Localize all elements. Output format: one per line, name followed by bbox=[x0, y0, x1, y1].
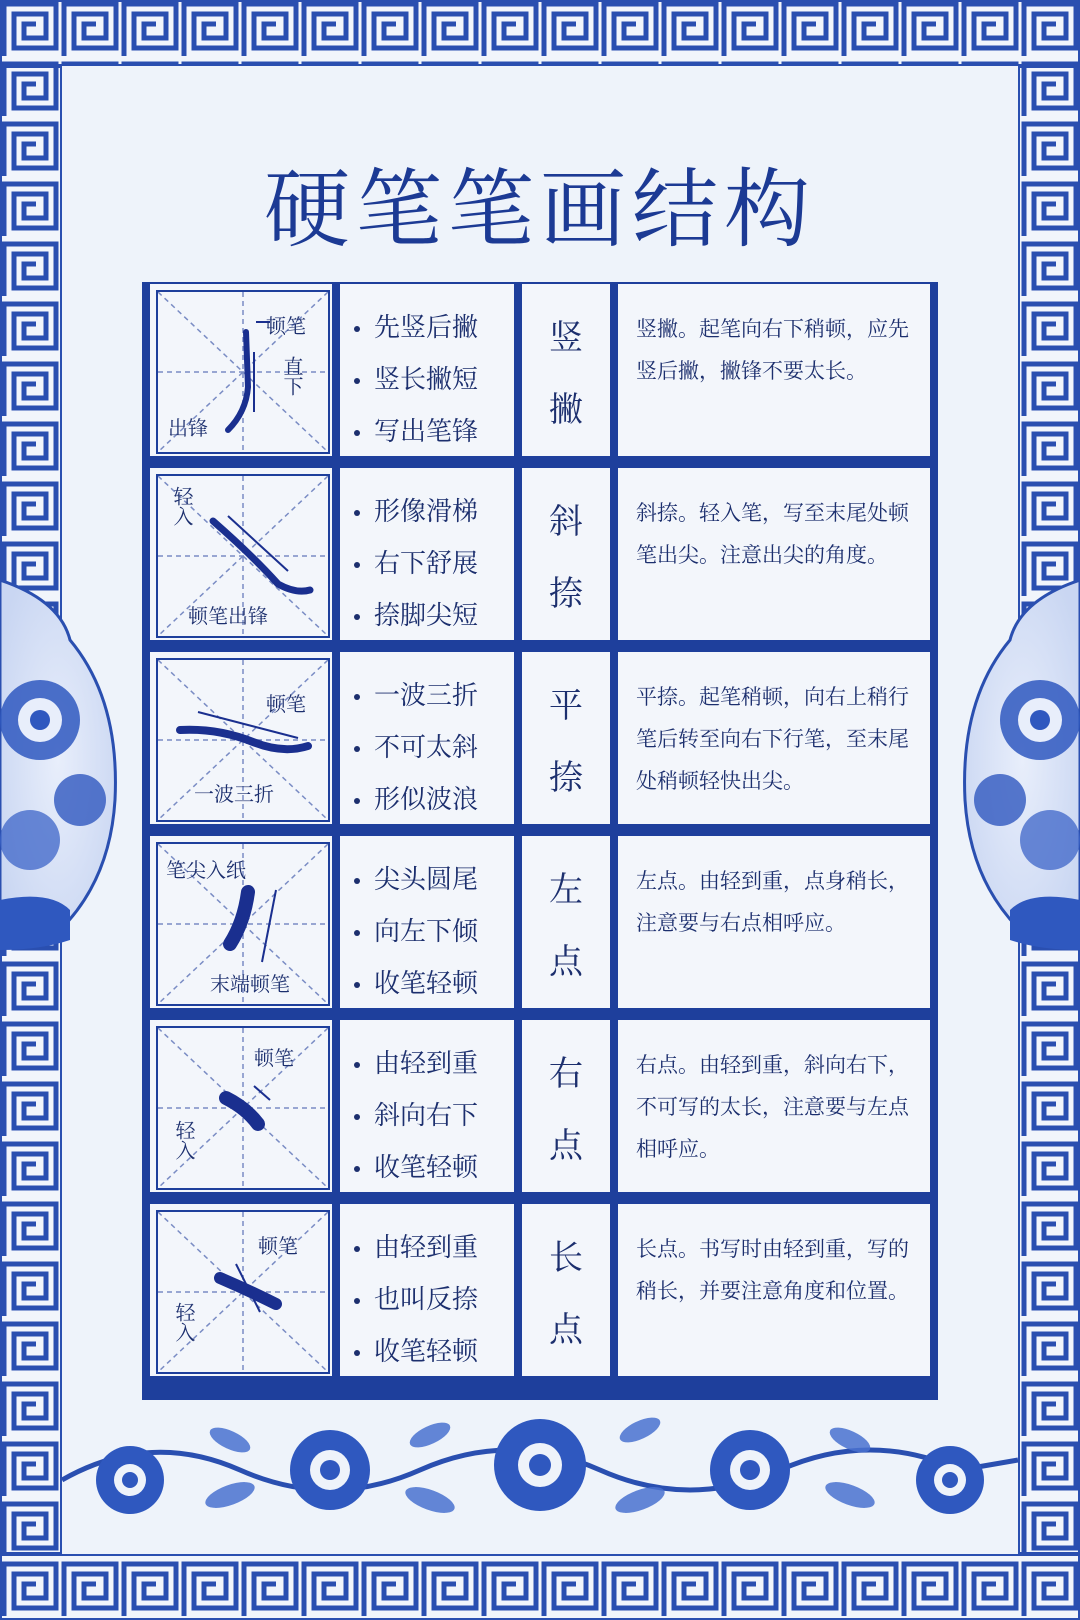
stroke-diagram bbox=[156, 658, 330, 822]
tip-text: 收笔轻顿 bbox=[374, 1337, 479, 1367]
tip-item bbox=[354, 354, 514, 406]
stroke-diagram-cell bbox=[148, 1202, 334, 1378]
stroke-annotation-label: 轻入 bbox=[172, 1302, 196, 1342]
bottom-border bbox=[0, 1554, 1080, 1620]
tip-text: 由轻到重 bbox=[374, 1049, 479, 1079]
table-row bbox=[148, 834, 932, 1014]
tip-text: 右下舒展 bbox=[374, 549, 479, 579]
stroke-description: 长点。书写时由轻到重，写的稍长，并要注意角度和位置。 bbox=[636, 1237, 909, 1303]
tips-list bbox=[340, 284, 514, 458]
tips-cell bbox=[338, 1202, 516, 1378]
bullet-dot-icon bbox=[354, 930, 360, 936]
tips-cell bbox=[338, 466, 516, 642]
bullet-dot-icon bbox=[354, 746, 360, 752]
stroke-name bbox=[522, 468, 610, 640]
tip-text: 先竖后撇 bbox=[374, 313, 479, 343]
stroke-name-char: 竖 bbox=[549, 317, 583, 358]
tip-text: 也叫反捺 bbox=[374, 1285, 479, 1315]
stroke-name bbox=[522, 284, 610, 456]
tip-text: 收笔轻顿 bbox=[374, 1153, 479, 1183]
bullet-dot-icon bbox=[354, 1114, 360, 1120]
bullet-dot-icon bbox=[354, 562, 360, 568]
bullet-dot-icon bbox=[354, 878, 360, 884]
tip-text: 由轻到重 bbox=[374, 1233, 479, 1263]
bullet-dot-icon bbox=[354, 510, 360, 516]
tips-list bbox=[340, 1020, 514, 1194]
stroke-annotation-label: 一波三折 bbox=[194, 782, 274, 806]
table-row bbox=[148, 650, 932, 830]
tip-text: 写出笔锋 bbox=[374, 417, 479, 447]
description-cell bbox=[616, 1018, 932, 1194]
tips-cell bbox=[338, 650, 516, 826]
bullet-dot-icon bbox=[354, 1350, 360, 1356]
stroke-name bbox=[522, 1020, 610, 1192]
tips-list bbox=[340, 652, 514, 826]
stroke-name-cell bbox=[520, 1202, 612, 1378]
stroke-description: 右点。由轻到重，斜向右下，不可写的太长，注意要与左点相呼应。 bbox=[636, 1053, 909, 1161]
stroke-annotation-label: 出锋 bbox=[168, 416, 208, 440]
tip-item bbox=[354, 906, 514, 958]
description-cell bbox=[616, 834, 932, 1010]
bullet-dot-icon bbox=[354, 1298, 360, 1304]
bullet-dot-icon bbox=[354, 378, 360, 384]
stroke-diagram-cell bbox=[148, 650, 334, 826]
stroke-diagram-svg bbox=[158, 1028, 328, 1188]
tip-item bbox=[354, 1326, 514, 1378]
bullet-dot-icon bbox=[354, 798, 360, 804]
stroke-description: 竖撇。起笔向右下稍顿，应先竖后撇，撇锋不要太长。 bbox=[636, 317, 909, 383]
tip-text: 形似波浪 bbox=[374, 785, 479, 815]
top-border bbox=[0, 0, 1080, 66]
tip-item bbox=[354, 722, 514, 774]
stroke-name-char: 平 bbox=[549, 685, 583, 726]
stroke-annotation-label: 轻入 bbox=[170, 486, 194, 526]
tip-text: 斜向右下 bbox=[374, 1101, 479, 1131]
table-row bbox=[148, 1018, 932, 1198]
tip-text: 形像滑梯 bbox=[374, 497, 479, 527]
bullet-dot-icon bbox=[354, 614, 360, 620]
description-cell bbox=[616, 282, 932, 458]
tip-text: 向左下倾 bbox=[374, 917, 479, 947]
stroke-description: 左点。由轻到重，点身稍长，注意要与右点相呼应。 bbox=[636, 869, 909, 935]
tips-cell bbox=[338, 834, 516, 1010]
description-cell bbox=[616, 650, 932, 826]
stroke-name-char: 左 bbox=[549, 869, 583, 910]
tip-item bbox=[354, 1038, 514, 1090]
tip-item bbox=[354, 1222, 514, 1274]
stroke-name-char: 捺 bbox=[549, 573, 583, 614]
stroke-annotation-label: 顿笔出锋 bbox=[188, 604, 268, 628]
stroke-diagram-cell bbox=[148, 1018, 334, 1194]
stroke-name-char: 右 bbox=[549, 1053, 583, 1094]
table-row bbox=[148, 282, 932, 462]
stroke-description: 平捺。起笔稍顿，向右上稍行笔后转至向右下行笔，至末尾处稍顿轻快出尖。 bbox=[636, 685, 909, 793]
tips-list bbox=[340, 468, 514, 642]
description-cell bbox=[616, 1202, 932, 1378]
stroke-diagram-svg bbox=[158, 1212, 328, 1372]
stroke-diagram-cell bbox=[148, 282, 334, 458]
stroke-annotation-label: 顿笔 bbox=[254, 1046, 294, 1070]
tip-item bbox=[354, 958, 514, 1010]
stroke-diagram bbox=[156, 290, 330, 454]
stroke-annotation-label: 顿笔 bbox=[266, 692, 306, 716]
table-row bbox=[148, 466, 932, 646]
tip-item bbox=[354, 1142, 514, 1194]
bullet-dot-icon bbox=[354, 326, 360, 332]
tip-item bbox=[354, 1090, 514, 1142]
tip-item bbox=[354, 1274, 514, 1326]
tip-item bbox=[354, 486, 514, 538]
stroke-name-char: 点 bbox=[549, 1309, 583, 1350]
stroke-diagram-cell bbox=[148, 834, 334, 1010]
tip-text: 不可太斜 bbox=[374, 733, 479, 763]
tip-text: 收笔轻顿 bbox=[374, 969, 479, 999]
stroke-name-cell bbox=[520, 282, 612, 458]
bullet-dot-icon bbox=[354, 1246, 360, 1252]
stroke-name-char: 撇 bbox=[549, 389, 583, 430]
page-title: 硬笔笔画结构 bbox=[264, 160, 816, 260]
stroke-diagram bbox=[156, 1026, 330, 1190]
tips-list bbox=[340, 836, 514, 1010]
bullet-dot-icon bbox=[354, 982, 360, 988]
tip-item bbox=[354, 854, 514, 906]
bullet-dot-icon bbox=[354, 430, 360, 436]
stroke-name-cell bbox=[520, 466, 612, 642]
stroke-annotation-label: 轻入 bbox=[172, 1120, 196, 1160]
stroke-name-cell bbox=[520, 834, 612, 1010]
tip-text: 捺脚尖短 bbox=[374, 601, 479, 631]
stroke-name-char: 点 bbox=[549, 1125, 583, 1166]
tips-cell bbox=[338, 282, 516, 458]
tip-item bbox=[354, 406, 514, 458]
tips-list bbox=[340, 1204, 514, 1378]
stroke-diagram bbox=[156, 842, 330, 1006]
stroke-annotation-label: 笔尖入纸 bbox=[166, 858, 246, 882]
tip-item bbox=[354, 670, 514, 722]
tip-text: 竖长撇短 bbox=[374, 365, 479, 395]
stroke-annotation-label: 顿笔 bbox=[266, 314, 306, 338]
stroke-description: 斜捺。轻入笔，写至末尾处顿笔出尖。注意出尖的角度。 bbox=[636, 501, 909, 567]
stroke-name bbox=[522, 836, 610, 1008]
stroke-name-char: 斜 bbox=[549, 501, 583, 542]
bullet-dot-icon bbox=[354, 1166, 360, 1172]
tip-item bbox=[354, 774, 514, 826]
tip-text: 一波三折 bbox=[374, 681, 479, 711]
stroke-name-char: 点 bbox=[549, 941, 583, 982]
tip-item bbox=[354, 538, 514, 590]
stroke-diagram-cell bbox=[148, 466, 334, 642]
stroke-name bbox=[522, 652, 610, 824]
stroke-annotation-label: 顿笔 bbox=[258, 1234, 298, 1258]
tip-item bbox=[354, 302, 514, 354]
tips-cell bbox=[338, 1018, 516, 1194]
tip-item bbox=[354, 590, 514, 642]
bullet-dot-icon bbox=[354, 1062, 360, 1068]
stroke-name bbox=[522, 1204, 610, 1376]
tip-text: 尖头圆尾 bbox=[374, 865, 479, 895]
stroke-annotation-label: 末端顿笔 bbox=[210, 972, 290, 996]
stroke-name-char: 长 bbox=[549, 1237, 583, 1278]
stroke-name-cell bbox=[520, 1018, 612, 1194]
table-row bbox=[148, 1202, 932, 1382]
stroke-name-cell bbox=[520, 650, 612, 826]
stroke-diagram bbox=[156, 474, 330, 638]
stroke-annotation-label: 直下 bbox=[280, 356, 304, 396]
stroke-name-char: 捺 bbox=[549, 757, 583, 798]
bullet-dot-icon bbox=[354, 694, 360, 700]
description-cell bbox=[616, 466, 932, 642]
stroke-diagram bbox=[156, 1210, 330, 1374]
stroke-table bbox=[142, 282, 938, 1400]
